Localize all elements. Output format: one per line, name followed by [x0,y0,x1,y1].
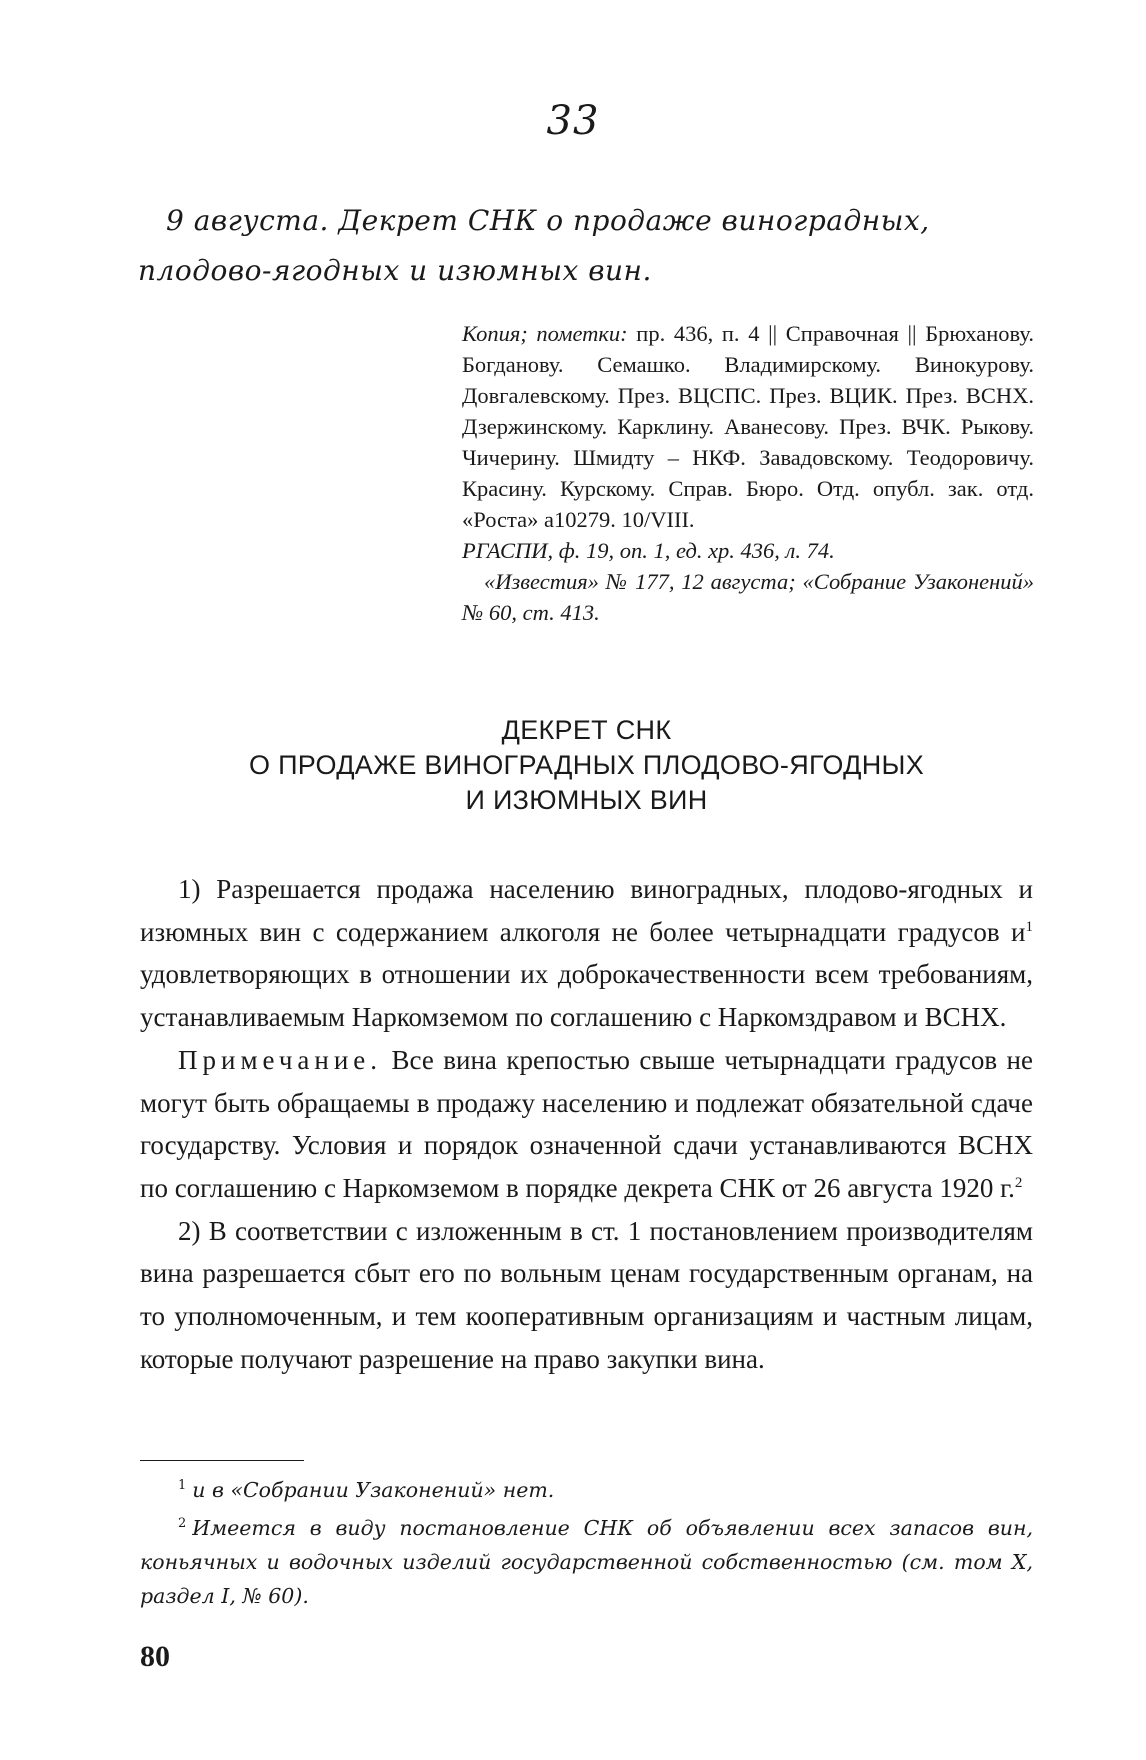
paragraph-2: 2) В соответствии с изложенным в ст. 1 постановлением производителям вина разрешается сбыт его по вольным ценам государственным органам, на то уполномоченным, и тем кооперативным организациям и частным лицам, которые получают разрешение на право закупки вина. [140,1215,1033,1374]
footnote-1-text: и в «Собрании Узаконений» нет. [192,1478,555,1502]
footnote-2 [140,1511,1033,1613]
footnote-2-mark: 2 [178,1516,187,1532]
note-label: Примечание. [178,1044,383,1075]
footnote-1 [140,1473,1033,1507]
source-copy-note [462,318,1034,535]
source-copy-text: пр. 436, п. 4 || Справочная || Брюханову. Богданову. Семашко. Владимирскому. Винокурову. Довгалевскому. През. ВЦСПС. През. ВЦИК. През. ВСНХ. Дзержинскому. Карклину. Аванесову. През. ВЧК. Рыкову. Чичерину. Шмидту – НКФ. Завадовскому. Теодоровичу. Красину. Курскому. Справ. Бюро. Отд. опубл. зак. отд. «Роста» а10279. 10/VIII. [462,321,1034,532]
decree-heading-line-3: И ИЗЮМНЫХ ВИН [465,785,708,815]
decree-heading [140,713,1033,818]
document-title: 9 августа. Декрет СНК о продаже виноградных, плодово-ягодных и изюмных вин. [138,204,930,287]
decree-heading-line-1: ДЕКРЕТ СНК [501,715,672,745]
paragraph-1 [140,868,1033,1039]
paragraph-1-text-b: удовлетворяющих в отношении их доброкачественности всем требованиям, устанавливаемым Наркомземом по соглашению с Наркомздравом и ВСНХ. [140,959,1033,1033]
page-number: 80 [140,1640,170,1673]
source-archive: РГАСПИ, ф. 19, оп. 1, ед. хр. 436, л. 74. [462,538,835,563]
note-paragraph [140,1039,1033,1210]
footnote-ref-2: 2 [1014,1174,1023,1191]
source-notes [462,318,1034,628]
footnote-ref-1: 1 [1025,918,1033,935]
decree-heading-line-2: О ПРОДАЖЕ ВИНОГРАДНЫХ ПЛОДОВО-ЯГОДНЫХ [248,750,925,780]
footnote-2-text: Имеется в виду постановление СНК об объявлении всех запасов вин, коньячных и водочных изделий государственной собственностью (см. том X, раздел I, № 60). [140,1516,1033,1608]
footnotes [140,1473,1033,1617]
paragraph-1-text-a: 1) Разрешается продажа населению виноградных, плодово-ягодных и изюмных вин с содержанием алкоголя не более четырнадцати градусов и [140,874,1033,947]
footnote-1-mark: 1 [178,1478,187,1494]
footnote-divider [140,1460,304,1461]
note-text: Все вина крепостью свыше четырнадцати градусов не могут быть обращаемы в продажу населению и подлежат обязательной сдаче государству. Условия и порядок означенной сдачи устанавливаются ВСНХ по соглашению с Наркомземом в порядке декрета СНК от 26 августа 1920 г. [140,1044,1033,1203]
source-publication: «Известия» № 177, 12 августа; «Собрание Узаконений» № 60, ст. 413. [462,569,1034,625]
source-copy-label: Копия; пометки: [462,321,628,346]
decree-body [140,868,1033,1380]
document-number: 33 [546,98,600,144]
